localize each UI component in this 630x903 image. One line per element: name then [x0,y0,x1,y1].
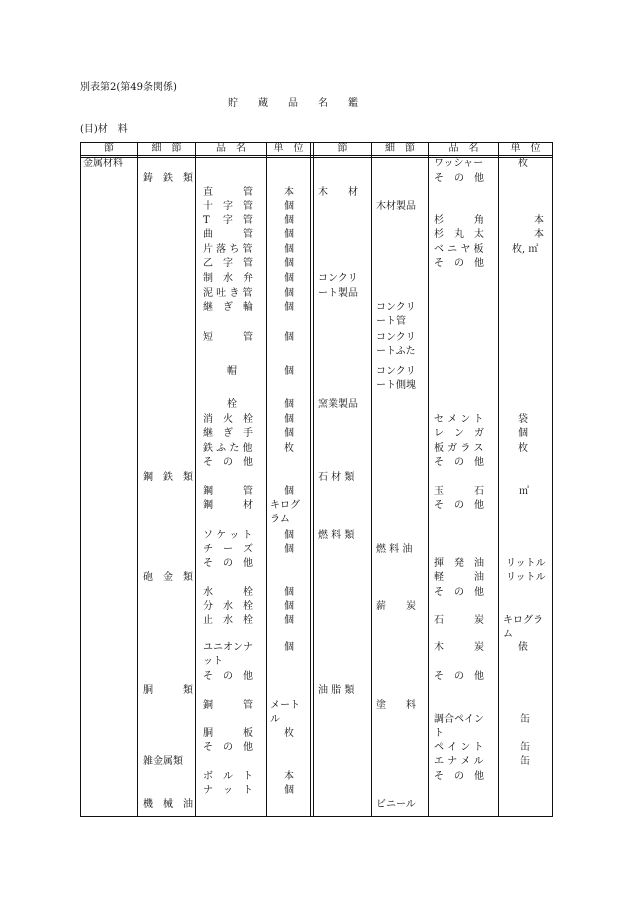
item-unit: 枚, ㎡ [512,244,539,255]
item-unit: 個 [284,414,294,425]
saisetsu-cell: コンクリ [376,366,416,377]
setsu-cell: 燃 料 類 [318,530,355,541]
item-name: チ ー ズ [203,544,253,555]
item-unit: 袋 [518,414,528,425]
item-name: 板 ガ ラ ス [434,443,484,454]
item-name: 調合ペイン [434,714,484,725]
saisetsu-cell: 塗 料 [376,700,416,711]
item-name: 曲 管 [203,229,253,240]
item-unit: 個 [284,615,294,626]
column-rule [266,142,267,817]
center-double-rule [310,142,311,817]
setsu-cell: 石 材 類 [318,472,355,483]
saisetsu-cell: 鋳 鉄 類 [143,173,193,184]
item-unit: 缶 [520,714,530,725]
item-name: ユニオンナ [203,642,253,653]
item-name: ワッシャー [434,158,484,169]
item-name: 継 ぎ 手 [203,428,253,439]
section-label: (目)材 料 [80,124,128,135]
header-setsu: 節 [104,143,114,154]
table-header-divider-1 [80,155,553,156]
item-name: そ の 他 [434,457,484,468]
item-unit: キログ [270,500,300,511]
item-name: そ の 他 [434,587,484,598]
item-unit: 個 [284,587,294,598]
table-right-border [552,142,553,817]
item-name: 消 火 栓 [203,414,253,425]
column-rule [498,142,499,817]
item-unit: リットル [506,558,546,569]
item-name: 栓 [227,399,237,410]
item-unit: 個 [284,258,294,269]
item-name: 制 水 弁 [203,273,253,284]
setsu-cell: ート製品 [318,288,358,299]
document-title: 貯 蔵 品 名 鑑 [228,98,358,109]
item-name: 軽 油 [434,572,484,583]
item-unit: 缶 [520,742,530,753]
item-name: 帽 [227,366,237,377]
item-unit: 枚 [284,728,294,739]
item-name: 杉 丸 太 [434,229,484,240]
item-unit: 個 [284,486,294,497]
setsu-cell: 窯業製品 [318,399,358,410]
saisetsu-cell: 胴 類 [143,685,193,696]
item-unit: 個 [284,288,294,299]
item-name: そ の 他 [434,671,484,682]
item-unit: キログラ [503,615,543,626]
item-name: ベ ニ ヤ 板 [434,244,484,255]
saisetsu-cell: 鋼 鉄 類 [143,472,193,483]
item-unit: リットル [506,572,546,583]
item-unit: 本 [534,215,544,226]
item-name: そ の 他 [203,457,253,468]
item-name: そ の 他 [434,173,484,184]
setsu-cell: 油 脂 類 [318,685,355,696]
header-tani: 単 位 [510,143,541,154]
item-unit: 個 [284,399,294,410]
item-unit: 本 [534,229,544,240]
center-double-rule [313,142,314,817]
item-unit: 枚 [518,443,528,454]
item-name: そ の 他 [434,258,484,269]
header-hinmei: 品 名 [448,143,479,154]
item-name: 片 落 ち 管 [203,244,253,255]
item-name: 揮 発 油 [434,558,484,569]
saisetsu-cell: コンクリ [376,332,416,343]
column-rule [428,142,429,817]
item-unit: 個 [518,428,528,439]
saisetsu-cell: 機 械 油 [143,799,193,810]
setsu-cell: 金属材料 [83,158,123,169]
item-name: ット [203,656,223,667]
item-name: 継 ぎ 輪 [203,302,253,313]
saisetsu-cell: ート管 [376,316,406,327]
setsu-cell: 木 材 [318,187,358,198]
item-name: 止 水 栓 [203,615,253,626]
item-unit: 俵 [518,642,528,653]
item-unit: 個 [284,601,294,612]
saisetsu-cell: ビニール [376,799,416,810]
item-unit: 個 [284,244,294,255]
item-name: ボ ル ト [203,771,253,782]
item-unit: 個 [284,215,294,226]
item-name: T 字 管 [203,215,253,226]
appendix-label: 別表第2(第49条関係) [80,82,177,93]
item-name: 十 字 管 [203,201,253,212]
item-name: 木 炭 [434,642,484,653]
item-name: ト [434,728,444,739]
item-name: そ の 他 [203,742,253,753]
item-unit: 本 [284,187,294,198]
saisetsu-cell: 薪 炭 [376,601,416,612]
item-name: 鉄 ふ た 他 [203,443,253,454]
column-rule [137,142,138,817]
header-saisetsu: 細 節 [151,143,182,154]
item-name: 杉 角 [434,215,484,226]
item-name: そ の 他 [203,671,253,682]
saisetsu-cell: 雑金属類 [143,756,183,767]
item-name: ペ イ ン ト [434,742,484,753]
item-unit: ラム [270,514,290,525]
item-name: そ の 他 [203,558,253,569]
item-unit: 個 [284,302,294,313]
item-unit: ㎥ [519,486,529,497]
saisetsu-cell: コンクリ [376,302,416,313]
header-setsu: 節 [337,143,348,154]
item-name: レ ン ガ [434,428,484,439]
item-unit: 個 [284,785,294,796]
setsu-cell: コンクリ [318,273,358,284]
table-left-border [80,142,81,817]
item-name: 泥 吐 き 管 [203,288,253,299]
item-unit: 個 [284,229,294,240]
item-unit: 枚 [518,158,528,169]
header-hinmei: 品 名 [216,143,246,154]
saisetsu-cell: 木材製品 [376,201,416,212]
item-unit: ル [270,714,280,725]
item-name: 石 炭 [434,615,484,626]
item-name: ソ ケ ッ ト [203,530,253,541]
item-unit: 個 [284,366,294,377]
item-name: エ ナ メ ル [434,756,484,767]
item-unit: 個 [284,530,294,541]
item-name: セ メ ン ト [434,414,484,425]
item-name: 直 管 [203,187,253,198]
saisetsu-cell: 燃 料 油 [376,544,413,555]
item-name: 短 管 [203,332,253,343]
header-saisetsu: 細 節 [385,143,415,154]
item-name: ナ ッ ト [203,785,253,796]
item-name: 乙 字 管 [203,258,253,269]
saisetsu-cell: ート側塊 [376,380,416,391]
item-unit: 個 [284,544,294,555]
item-name: 玉 石 [434,486,484,497]
saisetsu-cell: ートふた [376,346,416,357]
item-name: そ の 他 [434,771,484,782]
item-unit: 個 [284,428,294,439]
item-unit: 個 [284,201,294,212]
item-unit: 個 [284,332,294,343]
column-rule [195,142,196,817]
item-unit: 個 [284,273,294,284]
item-name: 鋼 材 [203,500,253,511]
item-unit: 缶 [520,756,530,767]
item-name: 銅 管 [203,700,253,711]
column-rule [371,142,372,817]
saisetsu-cell: 砲 金 類 [143,572,193,583]
item-unit: 本 [284,771,294,782]
item-name: そ の 他 [434,500,484,511]
item-unit: 枚 [284,443,294,454]
item-name: 分 水 栓 [203,601,253,612]
table-bottom-border [80,816,553,817]
item-name: 鋼 管 [203,486,253,497]
item-name: 胴 板 [203,728,253,739]
item-unit: ム [503,629,513,640]
header-tani: 単 位 [273,143,304,154]
item-unit: メート [270,700,300,711]
item-unit: 個 [284,642,294,653]
item-name: 水 栓 [203,587,253,598]
